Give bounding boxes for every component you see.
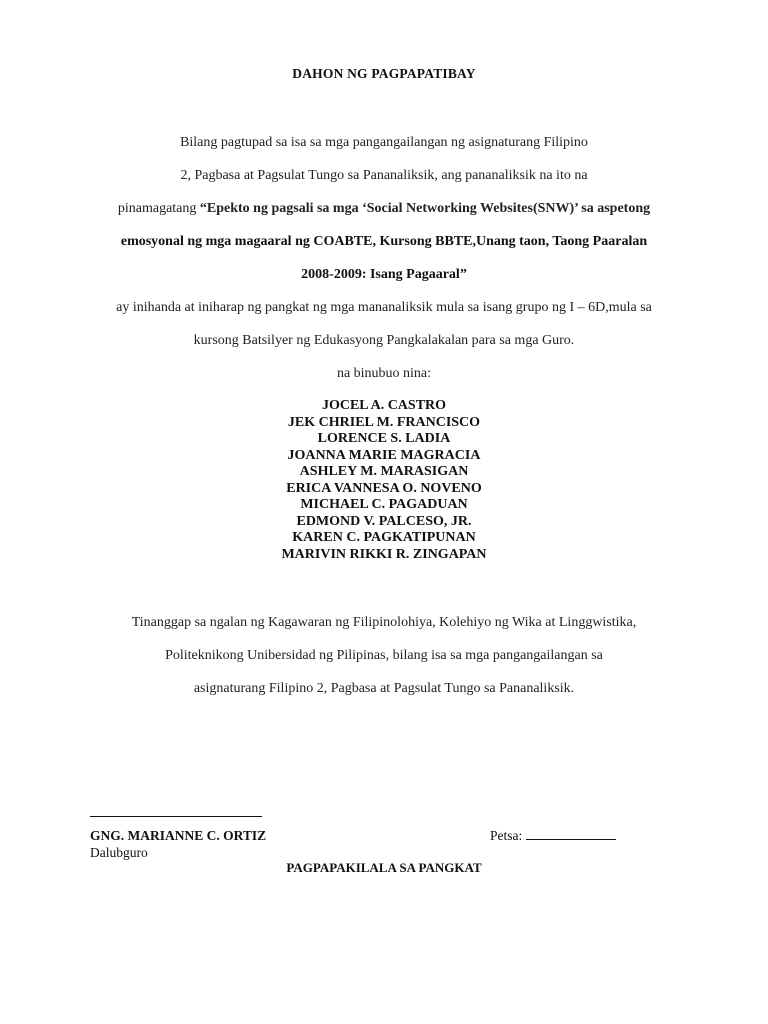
- member-name: JEK CHRIEL M. FRANCISCO: [287, 414, 481, 430]
- signature-line: [90, 816, 262, 817]
- research-title-part3-text: 2008-2009: Isang Pagaaral”: [301, 267, 467, 282]
- paragraph1-line8: na binubuo nina:: [336, 366, 432, 381]
- paragraph1-line2: 2, Pagbasa at Pagsulat Tungo sa Pananaliksik, ang pananaliksik na ito na: [180, 168, 588, 183]
- paragraph1-line7: kursong Batsilyer ng Edukasyong Pangkalakalan para sa mga Guro.: [193, 333, 575, 348]
- member-name: EDMOND V. PALCESO, JR.: [296, 513, 472, 529]
- adviser-name: GNG. MARIANNE C. ORTIZ: [90, 828, 267, 843]
- member-name: ASHLEY M. MARASIGAN: [299, 464, 469, 479]
- research-title-part2: [0, 234, 768, 250]
- paragraph2-line1: Tinanggap sa ngalan ng Kagawaran ng Filipinolohiya, Kolehiyo ng Wika at Linggwistika,: [131, 615, 637, 630]
- member-name: ERICA VANNESA O. NOVENO: [286, 480, 482, 496]
- research-title-part3: [0, 267, 768, 283]
- paragraph2-line2: Politeknikong Unibersidad ng Pilipinas, bilang isa sa mga pangangailangan sa: [165, 648, 603, 663]
- member-name: MICHAEL C. PAGADUAN: [300, 497, 468, 512]
- member-list: [0, 398, 768, 563]
- date-field: [490, 828, 616, 844]
- paragraph1-line1: Bilang pagtupad sa isa sa mga pangangailangan ng asignaturang Filipino: [180, 135, 588, 150]
- paragraph2-line3: asignaturang Filipino 2, Pagbasa at Pagsulat Tungo sa Pananaliksik.: [193, 681, 575, 696]
- member-name: JOCEL A. CASTRO: [321, 398, 447, 413]
- member-name: LORENCE S. LADIA: [317, 431, 451, 446]
- section-heading: PAGPAPAKILALA SA PANGKAT: [286, 860, 482, 875]
- member-name: JOANNA MARIE MAGRACIA: [287, 447, 481, 463]
- adviser-role: Dalubguro: [90, 845, 148, 860]
- research-title-part1: “Epekto ng pagsali sa mga ‘Social Networking Websites(SNW)’ sa aspetong: [199, 201, 651, 216]
- member-name: MARIVIN RIKKI R. ZINGAPAN: [281, 546, 487, 562]
- paragraph1-line3-prefix: pinamagatang: [117, 201, 200, 216]
- paragraph1-line3: [0, 201, 768, 217]
- paragraph1-line6: ay inihanda at iniharap ng pangkat ng mga mananaliksik mula sa isang grupo ng I – 6D,mula sa: [116, 300, 652, 315]
- page-title: DAHON NG PAGPAPATIBAY: [292, 66, 476, 81]
- date-blank-line: [526, 828, 616, 840]
- research-title-part2-text: emosyonal ng mga magaaral ng COABTE, Kursong BBTE,Unang taon, Taong Paaralan: [120, 234, 648, 249]
- date-label: Petsa:: [490, 828, 523, 843]
- member-name: KAREN C. PAGKATIPUNAN: [292, 530, 476, 545]
